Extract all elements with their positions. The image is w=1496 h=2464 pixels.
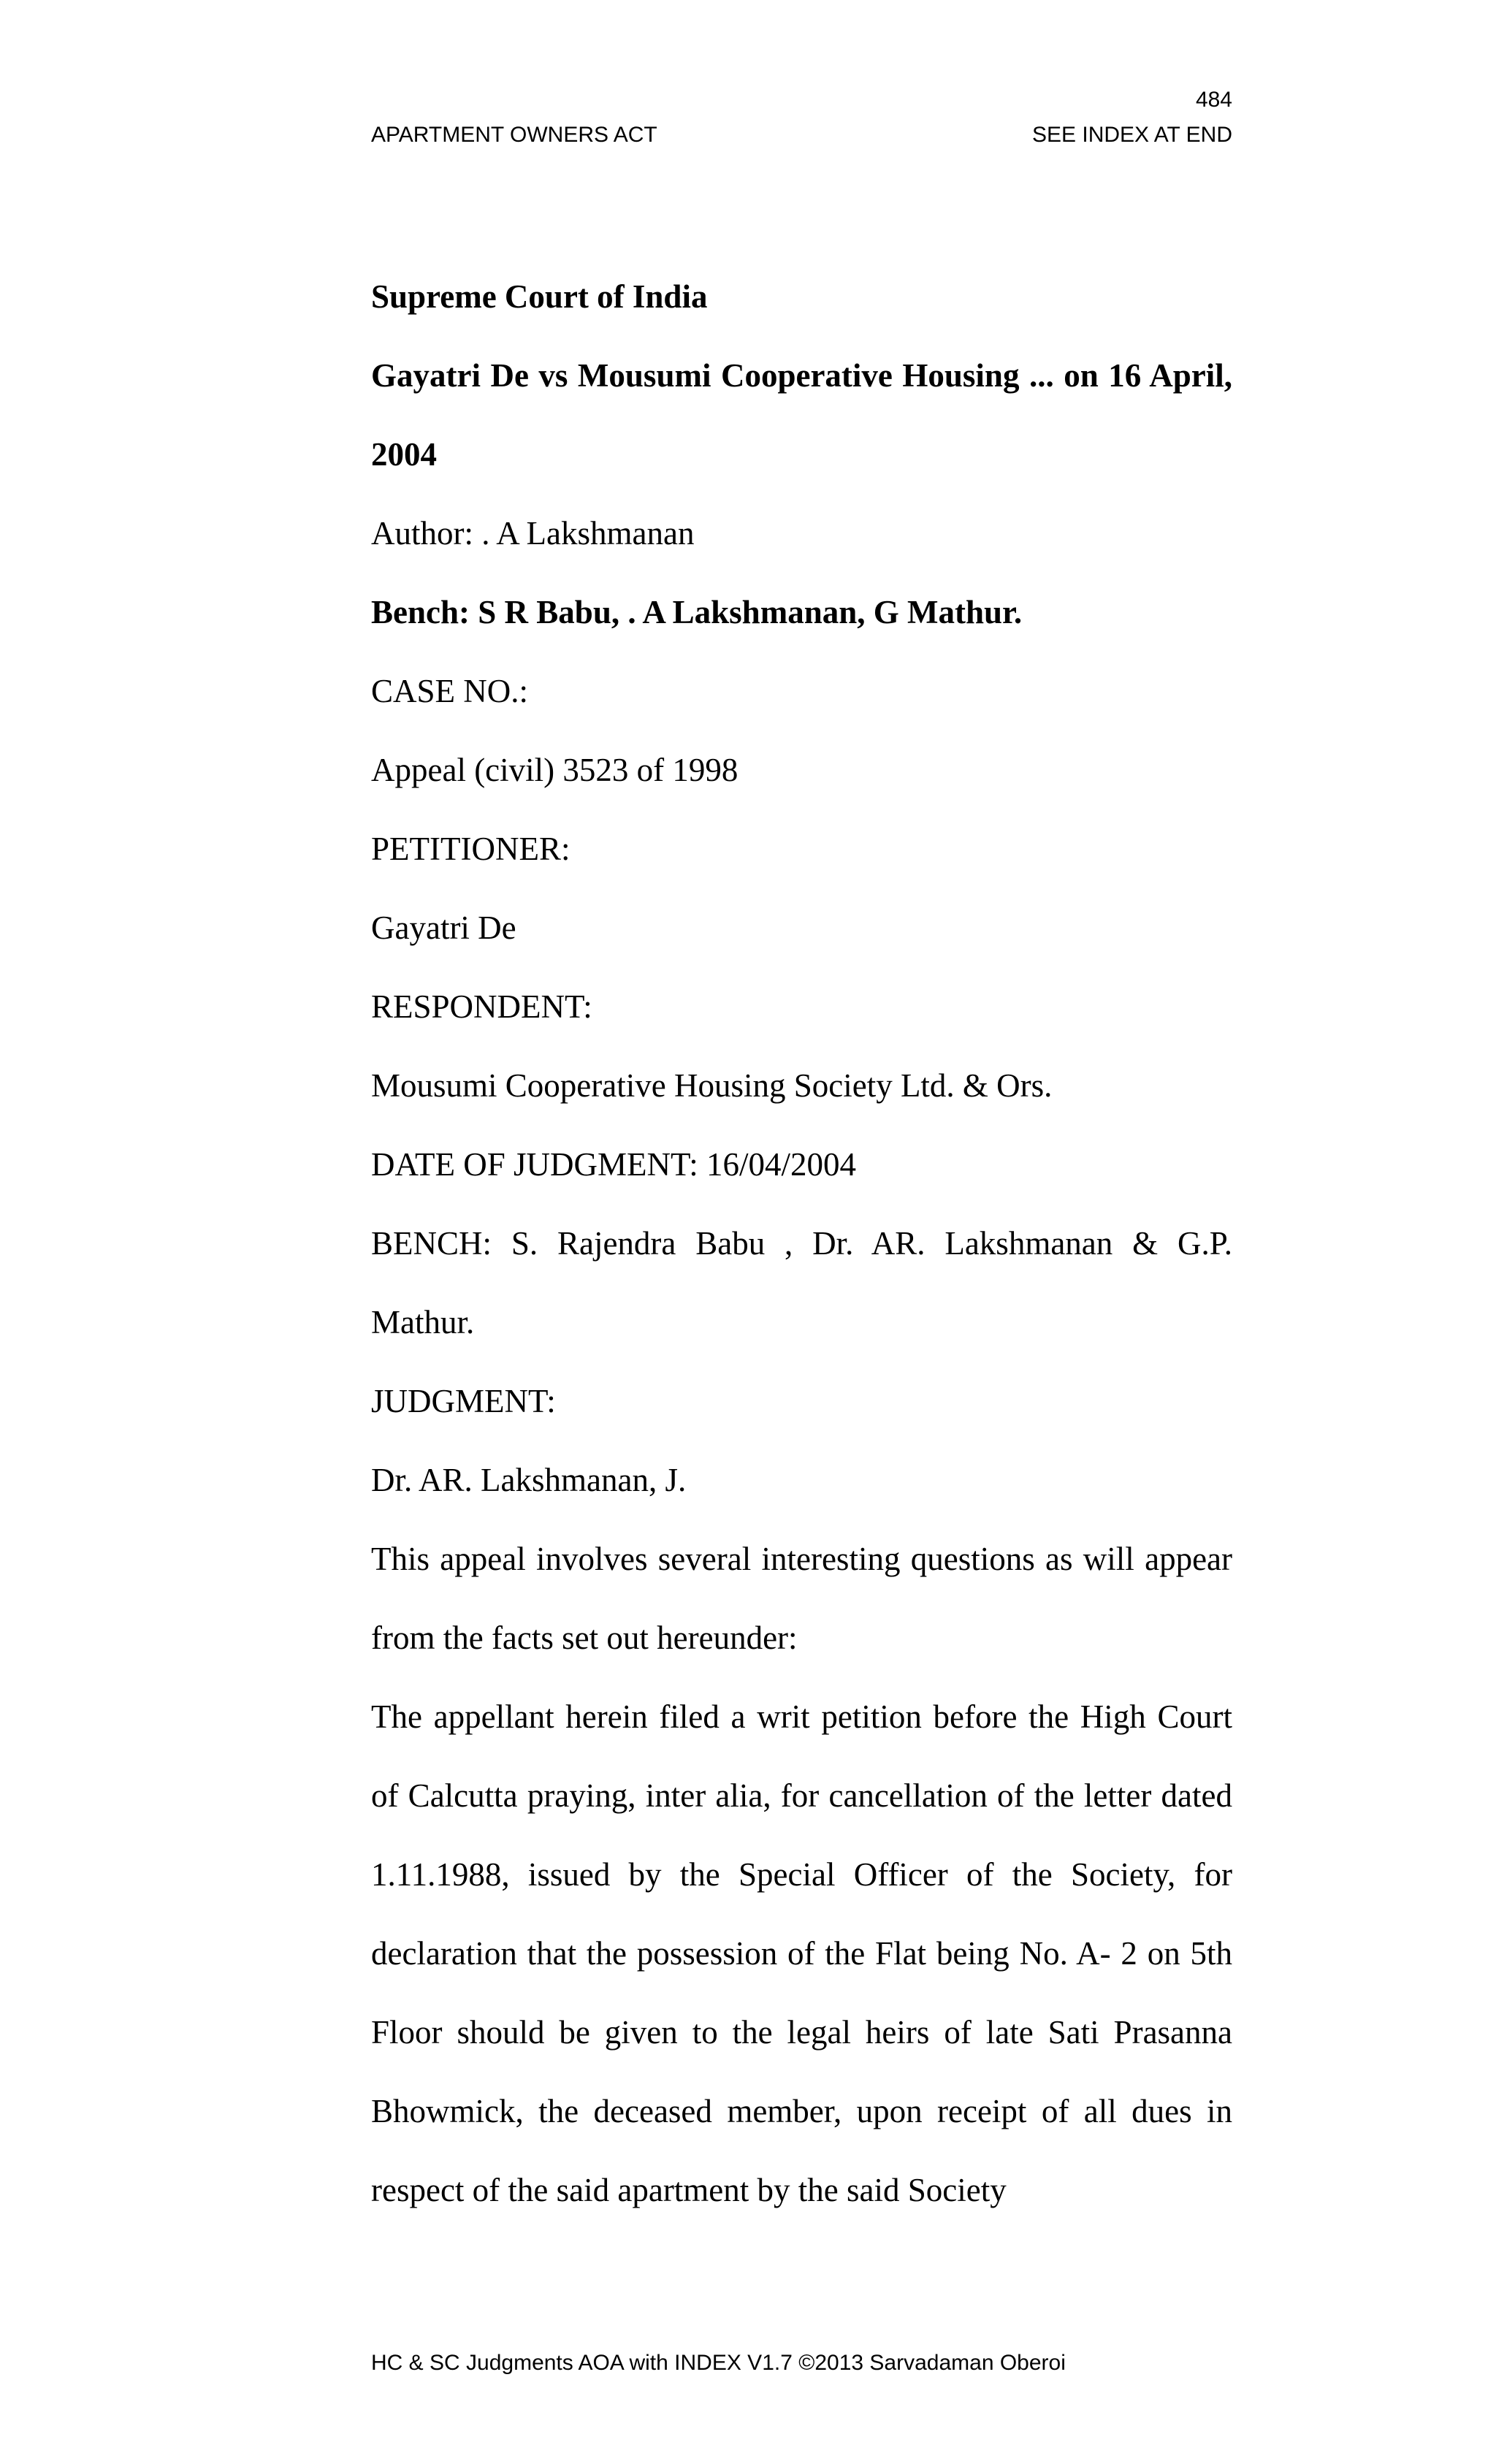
page-footer: HC & SC Judgments AOA with INDEX V1.7 ©2013 Sarvadaman Oberoi [371, 2351, 1066, 2375]
running-header-right: SEE INDEX AT END [1032, 123, 1232, 147]
judge-name: Dr. AR. Lakshmanan, J. [371, 1462, 687, 1498]
paragraph-2: The appellant herein filed a writ petition before the High Court of Calcutta praying, inter alia, for cancellation of the letter dated 1.11.1988, issued by the Special Officer of the Society, for declaration that the possession of the Flat being No. A- 2 on 5th Floor should be given to the legal heirs of late Sati Prasanna Bhowmick, the deceased member, upon receipt of all dues in respect of the said apartment by the said Society [371, 1698, 1232, 2208]
case-no: Appeal (civil) 3523 of 1998 [371, 752, 739, 788]
judgment-label: JUDGMENT: [371, 1383, 556, 1419]
case-title: Gayatri De vs Mousumi Cooperative Housing ... on 16 April, 2004 [371, 357, 1232, 473]
case-no-label: CASE NO.: [371, 673, 529, 709]
petitioner-label: PETITIONER: [371, 831, 570, 867]
page-number: 484 [1195, 88, 1232, 112]
running-header-left: APARTMENT OWNERS ACT [371, 123, 657, 147]
bench-short: Bench: S R Babu, . A Lakshmanan, G Mathur. [371, 594, 1023, 630]
respondent-label: RESPONDENT: [371, 988, 592, 1025]
court-name: Supreme Court of India [371, 278, 708, 315]
petitioner-name: Gayatri De [371, 909, 516, 946]
date-of-judgment: DATE OF JUDGMENT: 16/04/2004 [371, 1146, 857, 1183]
author-line: Author: . A Lakshmanan [371, 515, 695, 552]
bench-full: BENCH: S. Rajendra Babu , Dr. AR. Lakshmanan & G.P. Mathur. [371, 1225, 1232, 1340]
respondent-name: Mousumi Cooperative Housing Society Ltd. & Ors. [371, 1067, 1053, 1104]
document-body [371, 257, 1232, 2230]
paragraph-1: This appeal involves several interesting questions as will appear from the facts set out hereunder: [371, 1541, 1232, 1656]
